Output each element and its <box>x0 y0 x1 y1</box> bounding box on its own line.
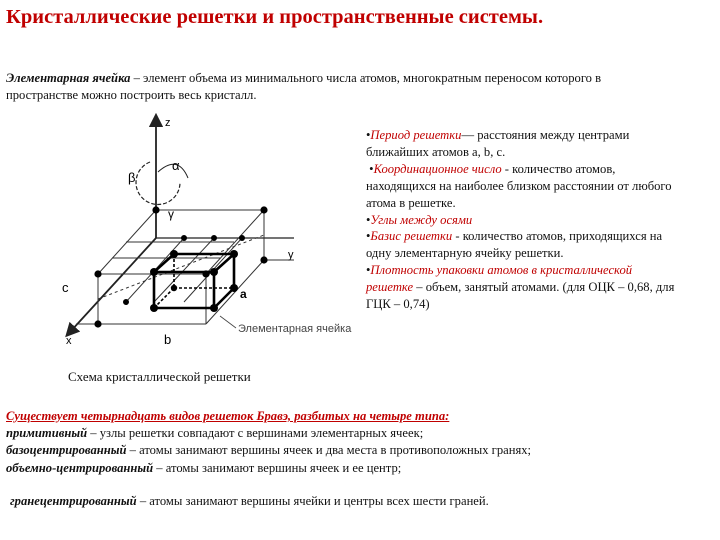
properties-list <box>366 127 718 313</box>
prop-packing: •Плотность упаковки атомов в кристаллической <box>366 263 633 278</box>
type-body-centered: объемно-центрированный – атомы занимают вершины ячеек и ее центр; <box>6 460 402 475</box>
intro-definition: – элемент объема из минимального числа атомов, многократным переносом которого в <box>130 71 602 85</box>
lattice-svg <box>54 112 364 374</box>
prop-coord-cont: находящихся на наиболее близком расстоянии от любого <box>366 178 672 193</box>
intro-paragraph <box>6 70 714 104</box>
label-pointer <box>220 316 236 328</box>
intro-line2: пространстве можно построить весь кристалл. <box>6 88 257 102</box>
prop-angles: •Углы между осями <box>366 212 473 227</box>
label-unit-cell: Элементарная ячейка <box>238 323 352 335</box>
prop-period: •Период решетки— расстояния между центрами <box>366 128 630 142</box>
lattice-diagram <box>54 112 364 374</box>
label-beta: β <box>128 170 136 185</box>
prop-period-cont: ближайших атомов a, b, c. <box>366 144 506 159</box>
bravais-heading: Существует четырнадцать видов решеток Бравэ, разбитых на четыре типа: <box>6 409 450 423</box>
page-title: Кристаллические решетки и пространственные системы. <box>6 6 544 28</box>
prop-packing-cont2: ГЦК – 0,74) <box>366 297 430 312</box>
label-c: c <box>62 280 69 295</box>
type-face-centered: гранецентрированный – атомы занимают вершины ячейки и центры всех шести граней. <box>10 493 489 508</box>
prop-packing-cont: решетке – объем, занятый атомами. (для ОЦК – 0,68, для <box>366 280 675 295</box>
label-a: a <box>240 287 247 301</box>
prop-coord: •Координационное число - количество атомов, <box>366 161 616 176</box>
x-axis <box>70 238 156 332</box>
prop-basis-cont: одну элементарную ячейку решетки. <box>366 246 564 261</box>
type-base-centered: базоцентрированный – атомы занимают вершины ячеек и два места в противоположных гранях; <box>6 443 532 458</box>
label-b: b <box>164 332 172 347</box>
bravais-section <box>6 408 716 510</box>
atoms <box>94 206 267 327</box>
label-y: y <box>288 249 294 261</box>
label-gamma: γ <box>168 207 174 221</box>
prop-basis: •Базис решетки - количество атомов, приходящихся на <box>366 229 663 244</box>
label-alpha: α <box>172 158 180 173</box>
label-z: z <box>165 117 171 129</box>
prop-coord-cont2: атома в решетке. <box>366 195 456 210</box>
figure-caption: Схема кристаллической решетки <box>68 369 251 384</box>
intro-term: Элементарная ячейка <box>6 71 131 85</box>
type-primitive: примитивный – узлы решетки совпадают с вершинами элементарных ячеек; <box>6 426 424 441</box>
label-x: x <box>66 335 72 347</box>
